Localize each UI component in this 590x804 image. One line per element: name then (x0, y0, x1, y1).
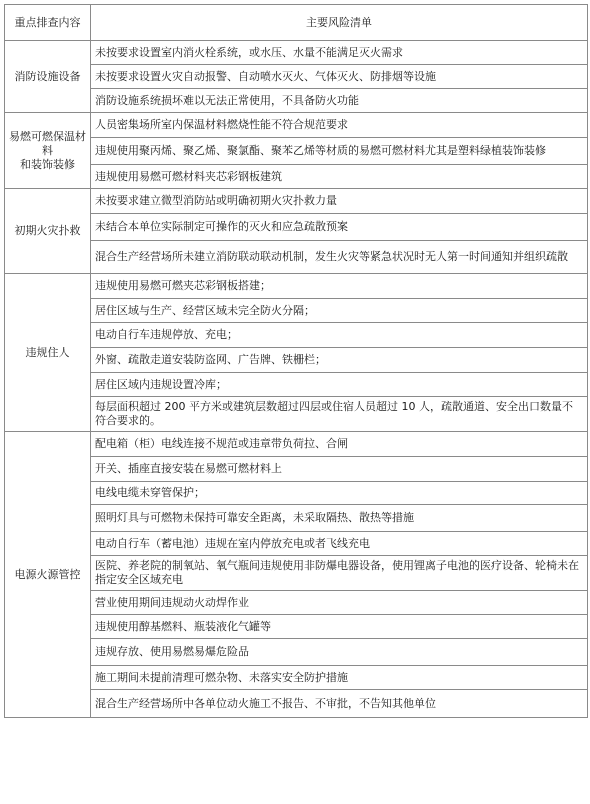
table-row (5, 591, 588, 615)
column-header-category: 重点排查内容 (5, 5, 91, 41)
table-row (5, 348, 588, 373)
risk-item: 混合生产经营场所未建立消防联动联动机制，发生火灾等紧急状况时无人第一时间通知并组织疏散 (91, 241, 588, 274)
table-row (5, 241, 588, 274)
risk-checklist-table (4, 4, 588, 718)
table-row (5, 556, 588, 591)
risk-item: 混合生产经营场所中各单位动火施工不报告、不审批，不告知其他单位 (91, 690, 588, 718)
table-row (5, 397, 588, 432)
risk-item: 电动自行车违规停放、充电； (91, 323, 588, 348)
category-cell-illegal-residence: 违规住人 (5, 274, 91, 432)
table-row (5, 165, 588, 189)
risk-item: 照明灯具与可燃物未保持可靠安全距离，未采取隔热、散热等措施 (91, 505, 588, 532)
table-header-row (5, 5, 588, 41)
table-row (5, 690, 588, 718)
table-row (5, 189, 588, 214)
risk-item: 消防设施系统损坏难以无法正常使用，不具备防火功能 (91, 89, 588, 113)
risk-item: 电动自行车（蓄电池）违规在室内停放充电或者飞线充电 (91, 532, 588, 556)
table-row (5, 138, 588, 165)
risk-item: 违规使用醇基燃料、瓶装液化气罐等 (91, 615, 588, 639)
risk-item: 电线电缆未穿管保护； (91, 482, 588, 505)
risk-item: 医院、养老院的制氧站、氧气瓶间违规使用非防爆电器设备，使用锂离子电池的医疗设备、轮椅未在指定安全区域充电 (91, 556, 588, 591)
risk-item: 配电箱（柜）电线连接不规范或违章带负荷拉、合闸 (91, 432, 588, 457)
table-body (5, 41, 588, 718)
category-cell-fire-facilities: 消防设施设备 (5, 41, 91, 113)
risk-item: 居住区域内违规设置冷库； (91, 373, 588, 397)
table-row (5, 639, 588, 666)
table-row (5, 113, 588, 138)
column-header-risk-list: 主要风险清单 (91, 5, 588, 41)
table-row (5, 432, 588, 457)
risk-item: 营业使用期间违规动火动焊作业 (91, 591, 588, 615)
table-row (5, 214, 588, 241)
table-row (5, 373, 588, 397)
risk-item: 每层面积超过 200 平方米或建筑层数超过四层或住宿人员超过 10 人，疏散通道、安全出口数量不符合要求的。 (91, 397, 588, 432)
category-cell-combustible-materials: 易燃可燃保温材料 和装饰装修 (5, 113, 91, 189)
risk-item: 违规使用易燃可燃夹芯彩钢板搭建； (91, 274, 588, 299)
table-row (5, 65, 588, 89)
category-cell-initial-firefighting: 初期火灾扑救 (5, 189, 91, 274)
risk-item: 违规使用聚丙烯、聚乙烯、聚氯酯、聚苯乙烯等材质的易燃可燃材料尤其是塑料绿植装饰装修 (91, 138, 588, 165)
risk-item: 人员密集场所室内保温材料燃烧性能不符合规范要求 (91, 113, 588, 138)
category-cell-power-fire-source: 电源火源管控 (5, 432, 91, 718)
risk-item: 未按要求设置室内消火栓系统，或水压、水量不能满足灭火需求 (91, 41, 588, 65)
table-row (5, 666, 588, 690)
risk-item: 未按要求建立微型消防站或明确初期火灾扑救力量 (91, 189, 588, 214)
risk-item: 外窗、疏散走道安装防盗网、广告牌、铁栅栏； (91, 348, 588, 373)
table-row (5, 41, 588, 65)
table-row (5, 532, 588, 556)
table-row (5, 89, 588, 113)
risk-item: 施工期间未提前清理可燃杂物、未落实安全防护措施 (91, 666, 588, 690)
risk-item: 开关、插座直接安装在易燃可燃材料上 (91, 457, 588, 482)
table-row (5, 482, 588, 505)
risk-item: 违规使用易燃可燃材料夹芯彩钢板建筑 (91, 165, 588, 189)
table-row (5, 457, 588, 482)
table-row (5, 505, 588, 532)
risk-item: 居住区域与生产、经营区域未完全防火分隔； (91, 299, 588, 323)
table-row (5, 299, 588, 323)
risk-item: 未结合本单位实际制定可操作的灭火和应急疏散预案 (91, 214, 588, 241)
risk-item: 未按要求设置火灾自动报警、自动喷水灭火、气体灭火、防排烟等设施 (91, 65, 588, 89)
table-row (5, 274, 588, 299)
risk-item: 违规存放、使用易燃易爆危险品 (91, 639, 588, 666)
table-row (5, 615, 588, 639)
table-row (5, 323, 588, 348)
